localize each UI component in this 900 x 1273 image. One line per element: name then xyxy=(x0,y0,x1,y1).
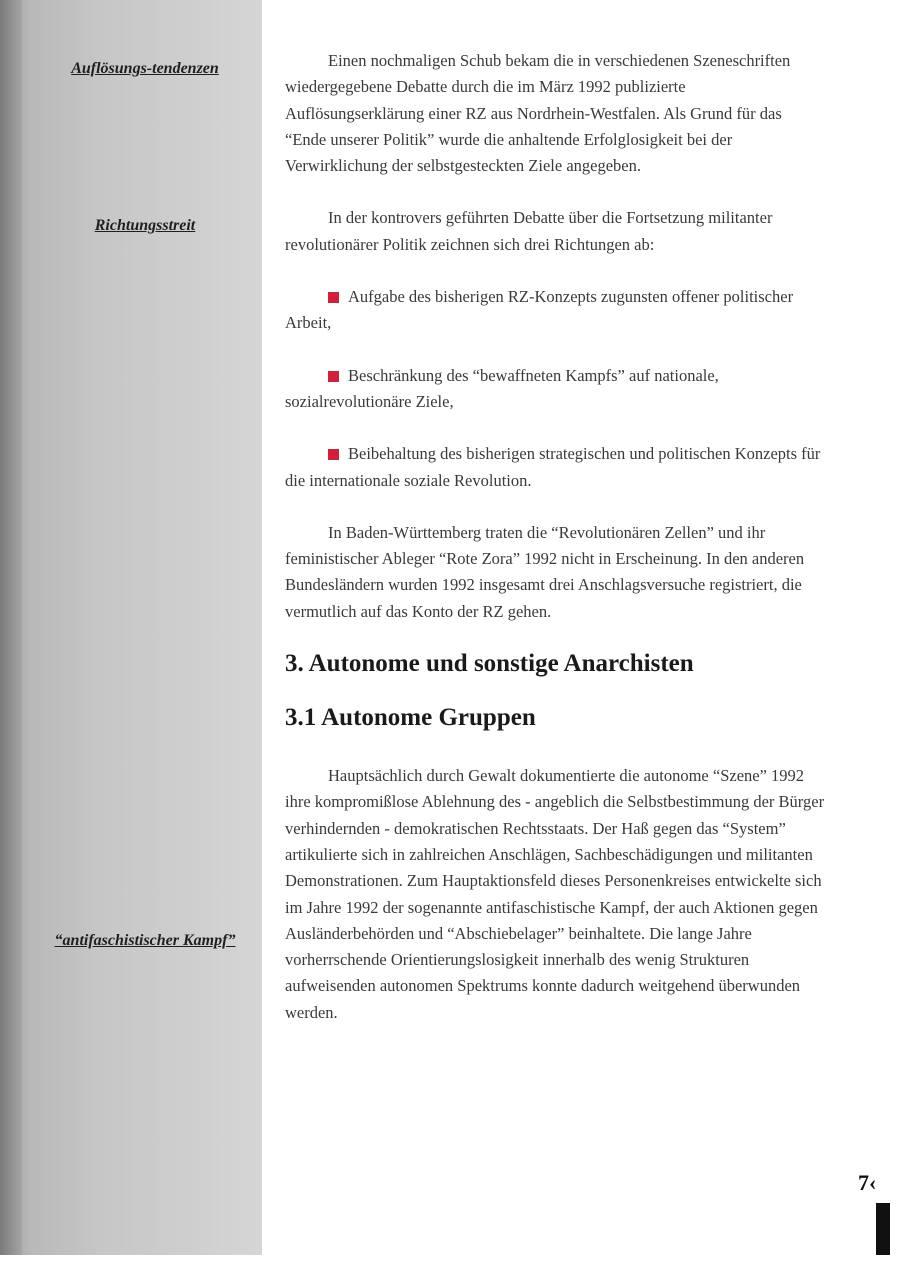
margin-note-richtungsstreit-text: Richtungsstreit xyxy=(94,217,196,234)
bullet-square-icon xyxy=(328,371,339,382)
paragraph-aufloesung: Einen nochmaligen Schub bekam die in verschiedenen Szeneschriften wiedergegebene Debatte durch die im März 1992 publizierte Auflösungserklärung einer RZ aus Nordrhein-Westfalen. Als Grund für das “Ende unserer Politik” wurde die anhaltende Erfolglosigkeit bei der Verwirklichung der selbstgesteckten Ziele angegeben. xyxy=(285,51,791,176)
bullet-square-icon xyxy=(328,449,339,460)
bullet-item-3-text: Beibehaltung des bisherigen strategischen und politischen Konzepts für die internationale soziale Revolution. xyxy=(285,444,821,490)
paragraph-baden-wuerttemberg: In Baden-Württemberg traten die “Revolutionären Zellen” und ihr feministischer Ableger “Rote Zora” 1992 nicht in Erscheinung. In den anderen Bundesländern wurden 1992 insgesamt drei Anschlagsversuche registriert, die vermutlich auf das Konto der RZ gehen. xyxy=(285,522,805,621)
margin-note-aufloesung-text: Auflösungs-tendenzen xyxy=(71,60,219,77)
bullet-square-icon xyxy=(328,292,339,303)
paragraph-richtungen: In der kontrovers geführten Debatte über die Fortsetzung militanter revolutionärer Politik zeichnen sich drei Richtungen ab: xyxy=(285,208,773,254)
bullet-item-1-text: Aufgabe des bisherigen RZ-Konzepts zugunsten offener politischer Arbeit, xyxy=(285,287,794,333)
main-text-column xyxy=(285,48,825,1026)
margin-note-aufloesung xyxy=(45,58,245,79)
scan-edge-shadow xyxy=(0,0,22,1255)
paragraph-autonome-gruppen: Hauptsächlich durch Gewalt dokumentierte die autonome “Szene” 1992 ihre kompromißlose Ablehnung des - angeblich die Selbstbestimmung der Bürger verhindernden - demokratischen Rechtsstaats. Der Haß gegen das “System” artikulierte sich in zahlreichen Anschlägen, Sachbeschädigungen und militanten Demonstrationen. Zum Hauptaktionsfeld dieses Personenkreises entwickelte sich im Jahre 1992 der sogenannte antifaschistische Kampf, der auch Aktionen gegen Ausländerbehörden und “Abschiebelager” beinhaltete. Die lange Jahre vorherrschende Orientierungslosigkeit innerhalb des wenig Strukturen aufweisenden autonomen Spektrums konnte dadurch weitgehend überwunden werden. xyxy=(285,766,825,1022)
subsection-heading: 3.1 Autonome Gruppen xyxy=(285,704,536,732)
bullet-item-3 xyxy=(285,441,825,494)
page-number: 7‹ xyxy=(858,1170,877,1195)
section-heading: 3. Autonome und sonstige Anarchisten xyxy=(285,650,694,678)
margin-note-antifa-text: “antifaschistischer Kampf” xyxy=(54,932,236,949)
margin-note-richtungsstreit xyxy=(45,215,245,236)
bullet-item-1 xyxy=(285,284,825,337)
bullet-item-2 xyxy=(285,363,825,416)
margin-sidebar xyxy=(0,0,262,1255)
page-edge-bar xyxy=(876,1203,890,1255)
bullet-item-2-text: Beschränkung des “bewaffneten Kampfs” auf nationale, sozialrevolutionäre Ziele, xyxy=(285,365,719,411)
margin-note-antifa xyxy=(50,930,240,951)
